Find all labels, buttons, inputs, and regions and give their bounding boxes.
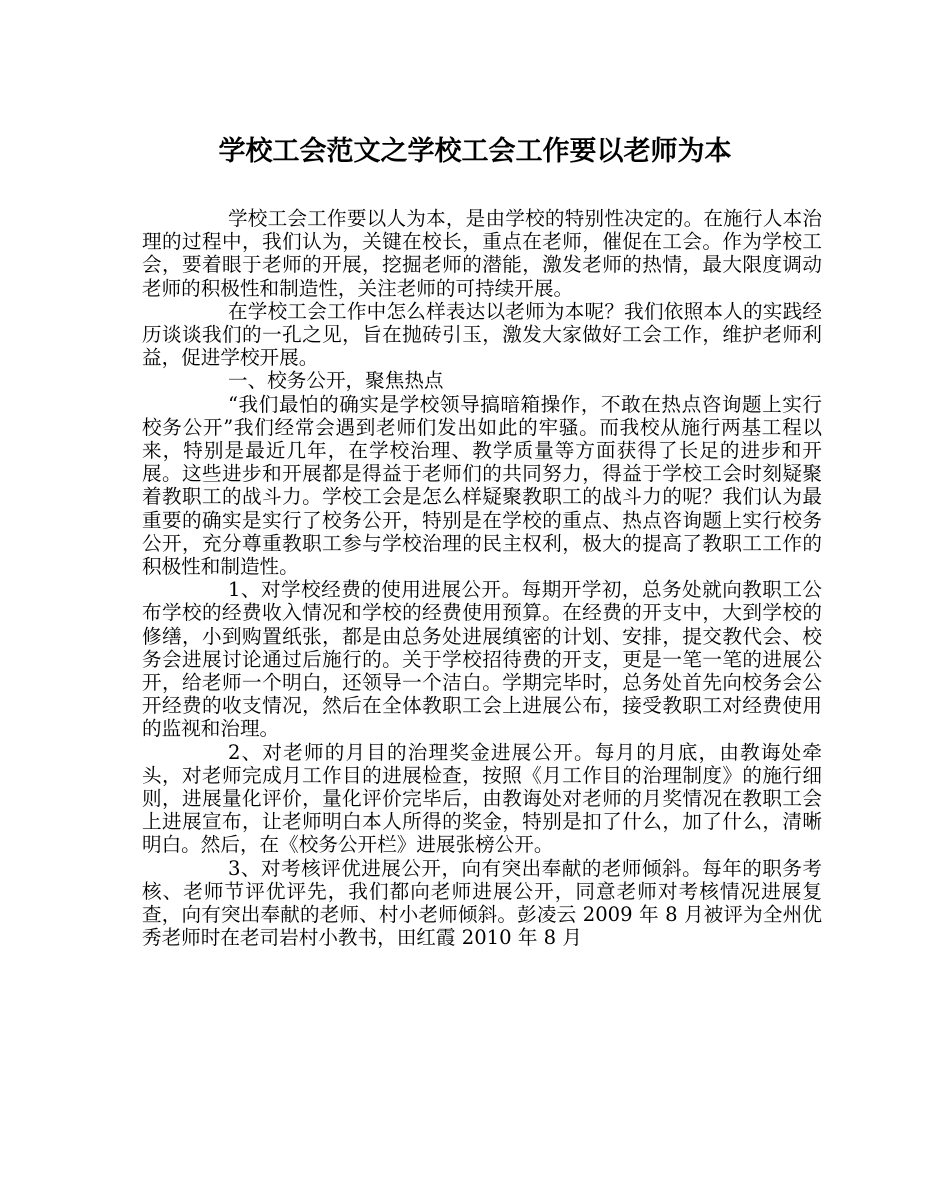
paragraph: 3、对考核评优进展公开，向有突出奉献的老师倾斜。每年的职务考核、老师节评优评先，我们都向老师进展公开，同意老师对考核情况进展复查，向有突出奉献的老师、村小老师倾斜。彭凌云 2009 年 8 月被评为全州优秀老师时在老司岩村小教书，田红霞 2010 年 8 月	[142, 856, 822, 950]
paragraph: 在学校工会工作中怎么样表达以老师为本呢？我们依照本人的实践经历谈谈我们的一孔之见，旨在抛砖引玉，激发大家做好工会工作，维护老师利益，促进学校开展。	[142, 299, 822, 370]
paragraph: 2、对老师的月目的治理奖金进展公开。每月的月底，由教诲处牵头，对老师完成月工作目的进展检查，按照《月工作目的治理制度》的施行细则，进展量化评价，量化评价完毕后，由教诲处对老师的月奖情况在教职工会上进展宣布，让老师明白本人所得的奖金，特别是扣了什么，加了什么，清晰明白。然后，在《校务公开栏》进展张榜公开。	[142, 740, 822, 857]
section-heading: 一、校务公开，聚焦热点	[228, 369, 444, 393]
paragraph: 1、对学校经费的使用进展公开。每期开学初，总务处就向教职工公布学校的经费收入情况和学校的经费使用预算。在经费的开支中，大到学校的修缮，小到购置纸张，都是由总务处进展缜密的计划、安排，提交教代会、校务会进展讨论通过后施行的。关于学校招待费的开支，更是一笔一笔的进展公开，给老师一个明白，还领导一个洁白。学期完毕时，总务处首先向校务会公开经费的收支情况，然后在全体教职工会上进展公布，接受教职工对经费使用的监视和治理。	[142, 578, 822, 741]
paragraph: “我们最怕的确实是学校领导搞暗箱操作，不敢在热点咨询题上实行校务公开”我们经常会遇到老师们发出如此的牢骚。而我校从施行两基工程以来，特别是最近几年，在学校治理、教学质量等方面获得了长足的进步和开展。这些进步和开展都是得益于老师们的共同努力，得益于学校工会时刻疑聚着教职工的战斗力。学校工会是怎么样疑聚教职工的战斗力的呢？我们认为最重要的确实是实行了校务公开，特别是在学校的重点、热点咨询题上实行校务公开，充分尊重教职工参与学校治理的民主权利，极大的提高了教职工工作的积极性和制造性。	[142, 392, 822, 579]
document-body	[142, 207, 822, 950]
document-title: 学校工会范文之学校工会工作要以老师为本	[218, 136, 732, 167]
paragraph: 学校工会工作要以人为本，是由学校的特别性决定的。在施行人本治理的过程中，我们认为，关键在校长，重点在老师，催促在工会。作为学校工会，要着眼于老师的开展，挖掘老师的潜能，激发老师的热情，最大限度调动老师的积极性和制造性，关注老师的可持续开展。	[142, 207, 822, 300]
